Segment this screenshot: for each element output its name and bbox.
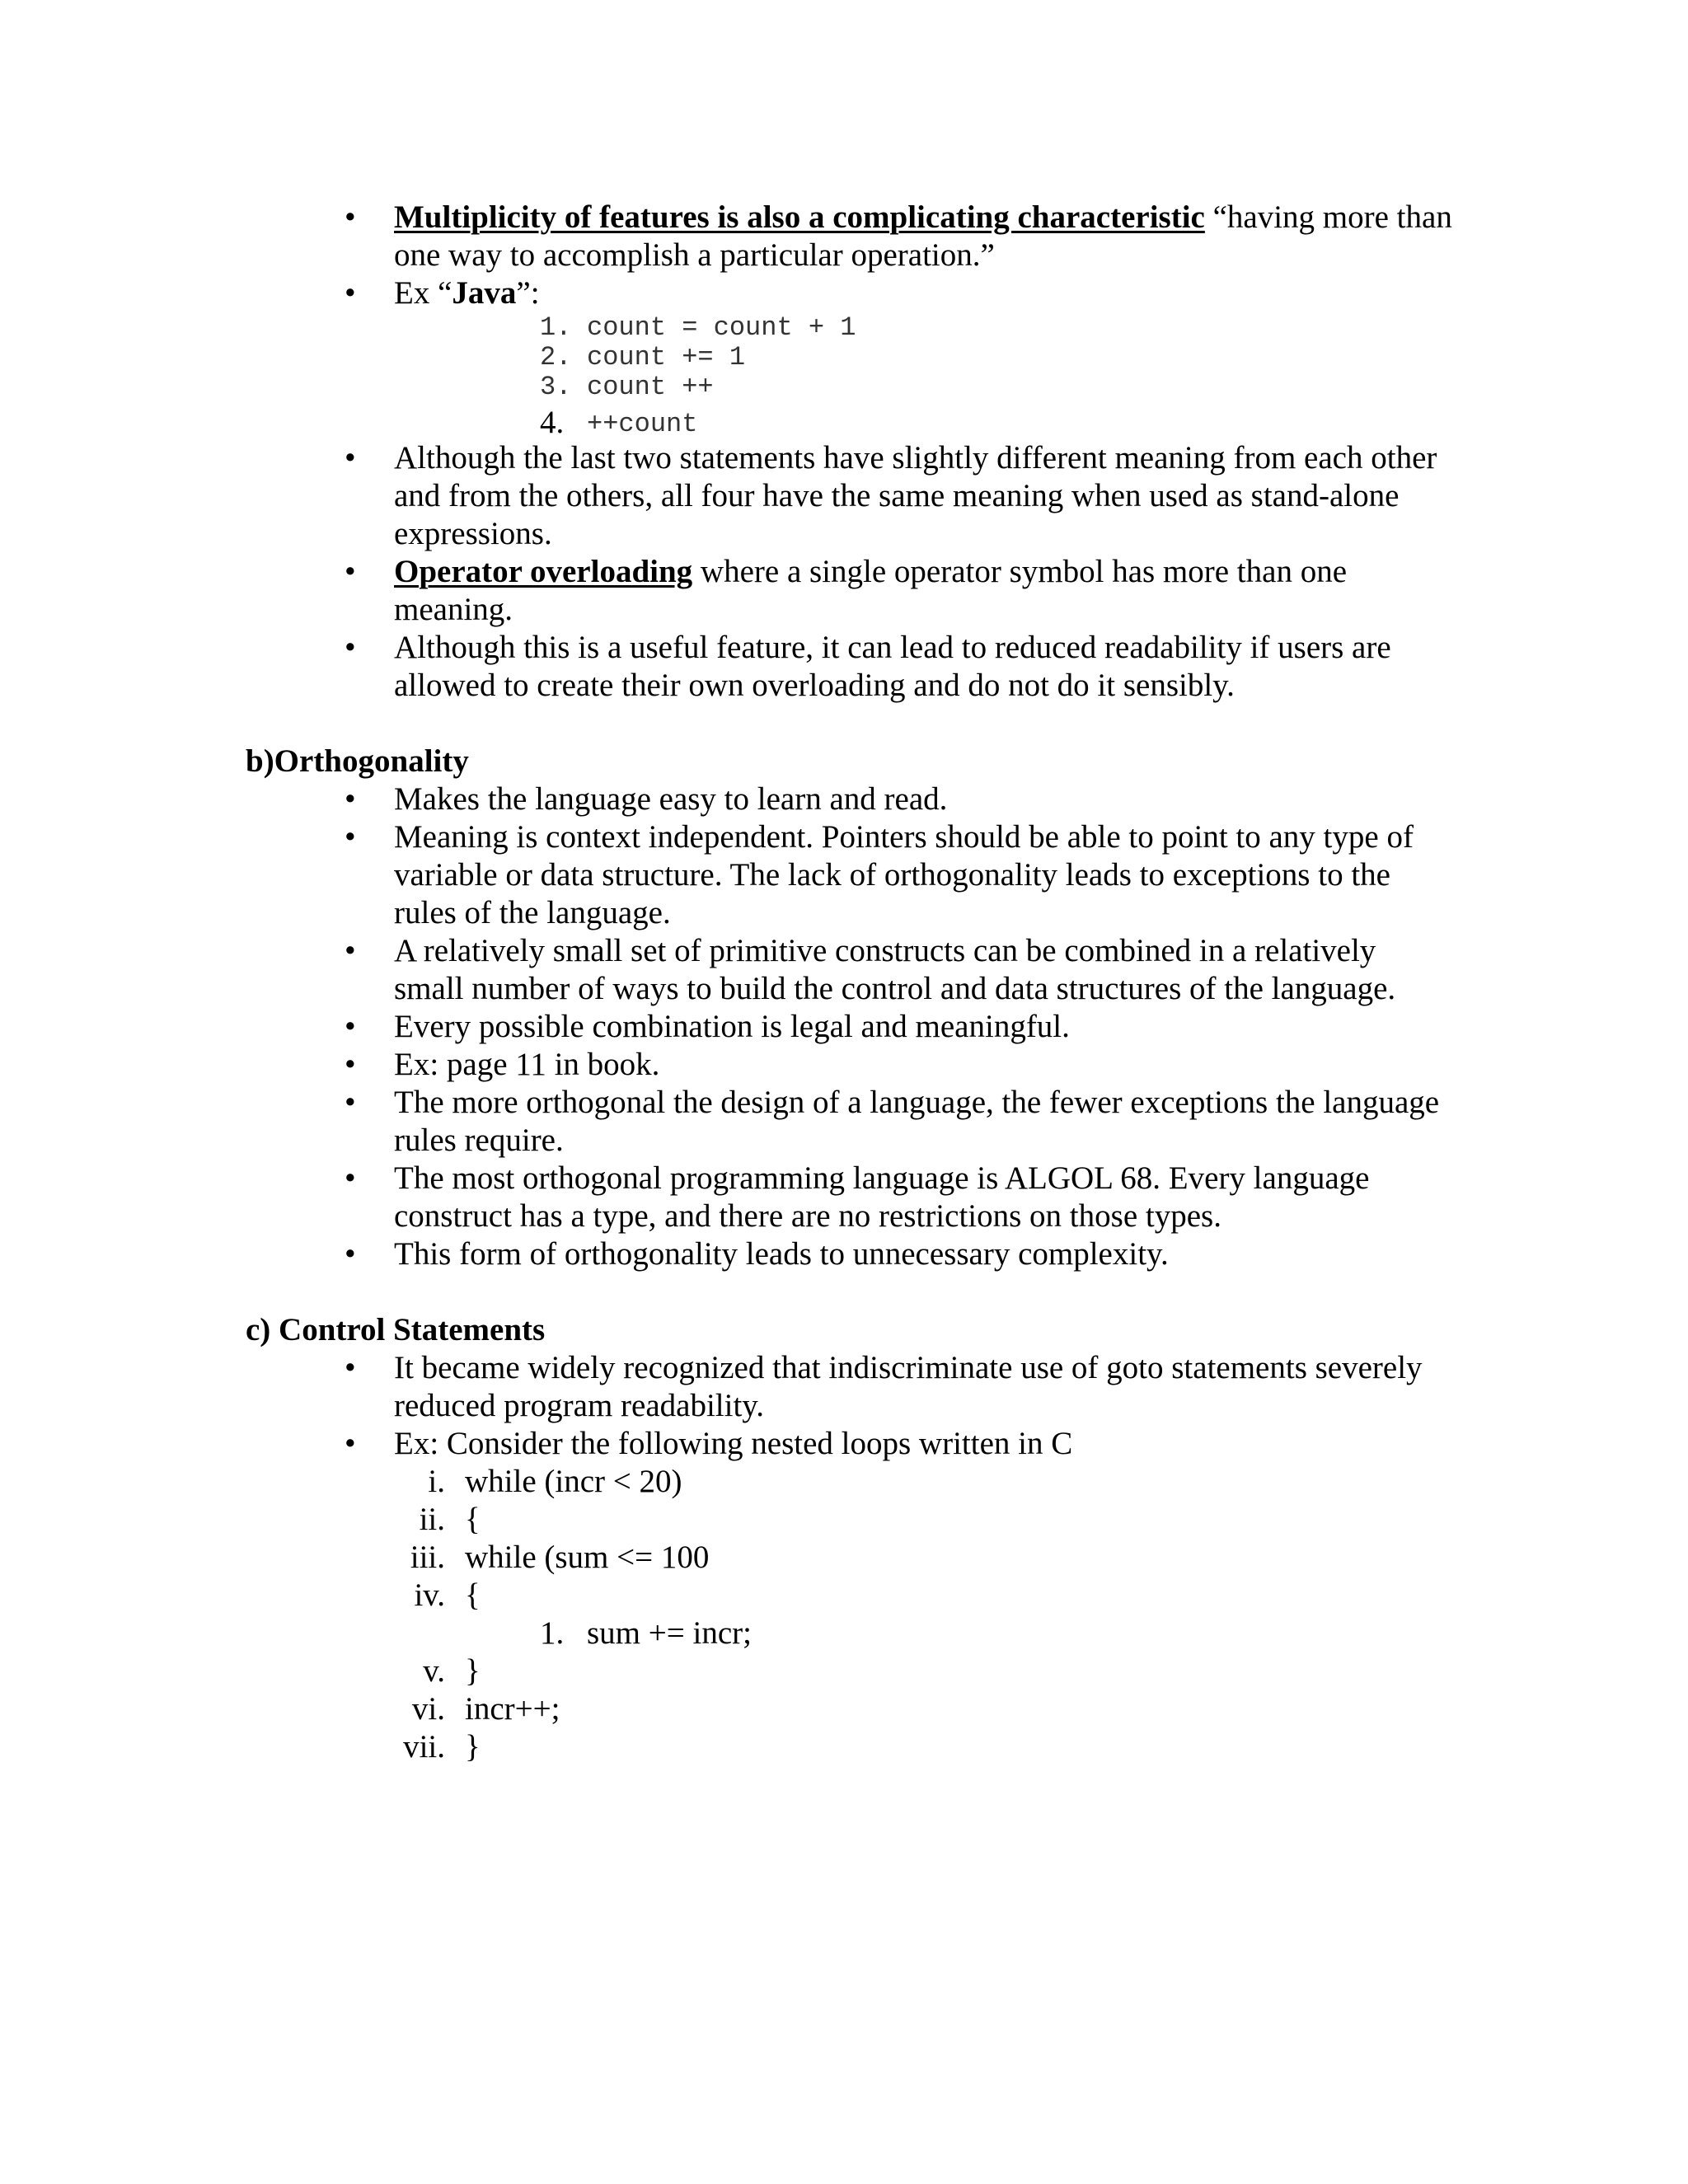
paragraph-line: [394, 553, 1347, 591]
roman-numeral: vii.: [403, 1729, 445, 1765]
paragraph-line: reduced program readability.: [394, 1388, 765, 1423]
emphasized-term: Operator overloading: [394, 554, 693, 589]
code-line: count ++: [587, 372, 714, 402]
code-line-number: 1.: [540, 312, 572, 343]
paragraph-line: Meaning is context independent. Pointers should be able to point to any type of: [394, 819, 1414, 855]
paragraph-line: [394, 199, 1452, 237]
bullet-marker: •: [345, 630, 356, 665]
code-line: sum += incr;: [587, 1615, 752, 1651]
paragraph-line: rules require.: [394, 1122, 564, 1158]
roman-numeral: iv.: [414, 1577, 445, 1613]
bullet-marker: •: [345, 781, 356, 817]
code-line: while (sum <= 100: [465, 1540, 710, 1575]
paragraph-line: This form of orthogonality leads to unnecessary complexity.: [394, 1236, 1169, 1272]
roman-numeral: v.: [423, 1653, 445, 1689]
bullet-marker: •: [345, 199, 356, 235]
paragraph-line: small number of ways to build the control and data structures of the language.: [394, 971, 1396, 1006]
bullet-marker: •: [345, 1085, 356, 1120]
bullet-marker: •: [345, 933, 356, 968]
bullet-marker: •: [345, 440, 356, 476]
code-line: {: [465, 1577, 481, 1613]
text-span: Ex “: [394, 275, 452, 311]
code-line-number: 4.: [540, 405, 565, 440]
roman-numeral: iii.: [410, 1540, 445, 1575]
paragraph-line: Although the last two statements have slightly different meaning from each other: [394, 440, 1437, 476]
bullet-marker: •: [345, 1047, 356, 1082]
emphasized-term: Multiplicity of features is also a complicating characteristic: [394, 199, 1205, 235]
code-line: count = count + 1: [587, 312, 856, 343]
paragraph-line: Makes the language easy to learn and read.: [394, 781, 948, 817]
bullet-marker: •: [345, 1009, 356, 1044]
text-span: ”:: [516, 275, 540, 311]
paragraph-line: construct has a type, and there are no restrictions on those types.: [394, 1198, 1221, 1234]
roman-numeral: i.: [428, 1464, 445, 1499]
section-heading: c) Control Statements: [246, 1312, 546, 1347]
code-line: count += 1: [587, 342, 746, 373]
paragraph-line: one way to accomplish a particular operation.”: [394, 237, 995, 273]
bullet-marker: •: [345, 1236, 356, 1272]
paragraph-line: meaning.: [394, 592, 513, 627]
code-line: while (incr < 20): [465, 1464, 682, 1499]
code-line-number: 3.: [540, 372, 572, 402]
paragraph-line: Although this is a useful feature, it can lead to reduced readability if users are: [394, 630, 1391, 665]
roman-numeral: ii.: [419, 1502, 445, 1537]
code-line-number: 2.: [540, 342, 572, 373]
paragraph-line: A relatively small set of primitive constructs can be combined in a relatively: [394, 933, 1376, 968]
paragraph-line: Every possible combination is legal and meaningful.: [394, 1009, 1070, 1044]
code-line-number: 1.: [540, 1615, 565, 1651]
bullet-marker: •: [345, 1426, 356, 1461]
paragraph-line: It became widely recognized that indiscriminate use of goto statements severely: [394, 1350, 1423, 1385]
paragraph-line: expressions.: [394, 516, 552, 551]
paragraph-line: and from the others, all four have the same meaning when used as stand-alone: [394, 478, 1400, 513]
paragraph-line: Ex: page 11 in book.: [394, 1047, 660, 1082]
bullet-marker: •: [345, 275, 356, 311]
bold-term: Java: [452, 275, 517, 311]
code-line: incr++;: [465, 1691, 560, 1727]
paragraph-line: Ex: Consider the following nested loops written in C: [394, 1426, 1073, 1461]
code-line: ++count: [587, 409, 698, 439]
paragraph-line: allowed to create their own overloading and do not do it sensibly.: [394, 668, 1235, 703]
code-line: }: [465, 1653, 481, 1689]
bullet-marker: •: [345, 1160, 356, 1196]
paragraph-line: The most orthogonal programming language is ALGOL 68. Every language: [394, 1160, 1370, 1196]
bullet-marker: •: [345, 1350, 356, 1385]
bullet-marker: •: [345, 554, 356, 589]
section-heading: b)Orthogonality: [246, 743, 469, 779]
bullet-marker: •: [345, 819, 356, 855]
paragraph-line: rules of the language.: [394, 895, 671, 930]
roman-numeral: vi.: [411, 1691, 445, 1727]
code-line: }: [465, 1729, 481, 1765]
paragraph-line: [394, 274, 540, 312]
paragraph-line: variable or data structure. The lack of orthogonality leads to exceptions to the: [394, 857, 1390, 893]
code-line: {: [465, 1502, 481, 1537]
paragraph-line: The more orthogonal the design of a language, the fewer exceptions the language: [394, 1085, 1440, 1120]
text-span: “having more than: [1204, 199, 1452, 235]
text-span: where a single operator symbol has more than one: [692, 554, 1348, 589]
